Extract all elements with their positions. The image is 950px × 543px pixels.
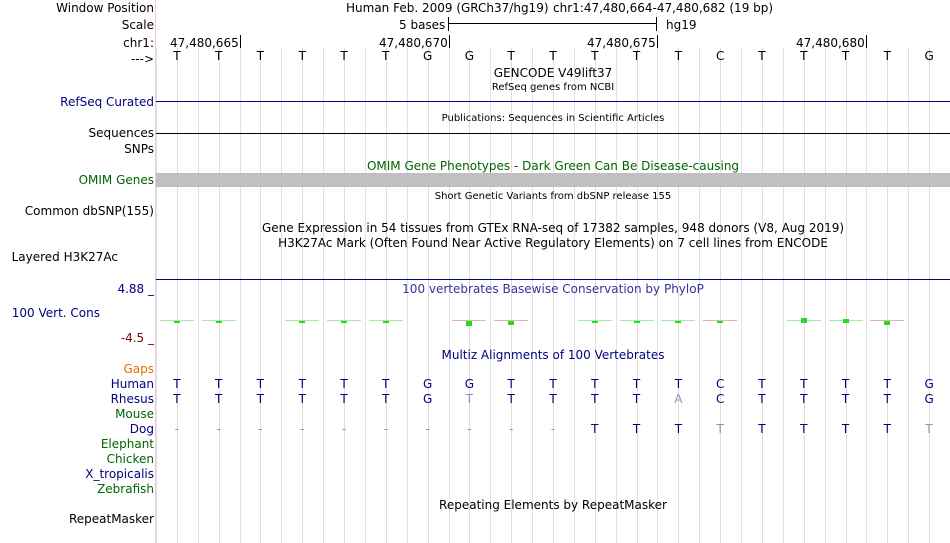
phylop-bar[interactable]: [383, 321, 389, 323]
aligned-base: T: [340, 377, 348, 391]
species-label-mouse[interactable]: Mouse: [115, 407, 154, 421]
aligned-base: T: [632, 422, 641, 436]
track-label-refseq[interactable]: RefSeq Curated: [60, 95, 154, 109]
publications-track-title: Publications: Sequences in Scientific Articles: [441, 113, 665, 124]
species-label-dog[interactable]: Dog: [129, 422, 154, 436]
strand-label: --->: [130, 52, 154, 66]
aligned-base: T: [925, 422, 933, 436]
aligned-base: -: [383, 422, 388, 436]
track-label-repeatmasker[interactable]: RepeatMasker: [68, 512, 154, 526]
aligned-base: T: [591, 422, 599, 436]
species-label-x_tropicalis[interactable]: X_tropicalis: [85, 467, 154, 481]
aligned-base: -: [216, 422, 221, 436]
reference-base: T: [507, 49, 515, 63]
phylop-min-label: -4.5 _: [120, 331, 154, 345]
reference-base: T: [340, 49, 348, 63]
aligned-base: T: [758, 422, 766, 436]
aligned-base: T: [841, 392, 850, 406]
aligned-base: -: [174, 422, 180, 436]
aligned-base: T: [215, 377, 223, 391]
aligned-base: -: [341, 422, 347, 436]
scale-text: 5 bases: [399, 18, 446, 32]
aligned-base: T: [507, 392, 515, 406]
sequences-line[interactable]: [156, 133, 950, 134]
ruler-coordinate: 47,480,665: [170, 36, 239, 50]
species-label-rhesus[interactable]: Rhesus: [110, 392, 154, 406]
aligned-base: T: [632, 392, 641, 406]
reference-base: T: [298, 49, 306, 63]
reference-base: T: [758, 49, 766, 63]
h3k27ac-track-title: H3K27Ac Mark (Often Found Near Active Regulatory Elements) on 7 cell lines from ENCODE: [278, 236, 828, 250]
reference-base: T: [549, 49, 557, 63]
aligned-base: -: [258, 422, 263, 436]
scale-label: Scale: [121, 18, 154, 32]
ruler-tick: [449, 35, 450, 48]
aligned-base: T: [465, 392, 474, 406]
aligned-base: T: [632, 377, 641, 391]
track-label-h3k27ac[interactable]: Layered H3K27Ac: [11, 250, 118, 264]
phylop-bar[interactable]: [801, 318, 807, 323]
aligned-base: C: [715, 377, 725, 391]
gtex-track-title: Gene Expression in 54 tissues from GTEx RNA-seq of 17382 samples, 948 donors (V8, Aug 2019): [261, 221, 845, 235]
aligned-base: T: [841, 377, 850, 391]
scale-bar-left-tick: [448, 17, 449, 31]
scale-db-text: hg19: [666, 18, 697, 32]
aligned-base: T: [340, 392, 348, 406]
refseq-track-title: RefSeq genes from NCBI: [491, 82, 615, 93]
aligned-base: T: [298, 392, 306, 406]
aligned-base: G: [422, 377, 433, 391]
reference-base: T: [173, 49, 181, 63]
aligned-base: A: [674, 392, 683, 406]
reference-base: G: [464, 49, 475, 63]
ruler-coordinate: 47,480,680: [796, 36, 865, 50]
aligned-base: T: [883, 377, 891, 391]
track-label-gaps[interactable]: Gaps: [123, 362, 154, 376]
phylop-bar[interactable]: [675, 321, 681, 323]
phylop-bar[interactable]: [717, 321, 723, 323]
track-label-snps[interactable]: SNPs: [124, 142, 154, 156]
aligned-base: T: [382, 392, 390, 406]
reference-base: T: [591, 49, 599, 63]
omim-track-title: OMIM Gene Phenotypes - Dark Green Can Be Disease-causing: [366, 159, 740, 173]
assembly-text: Human Feb. 2009 (GRCh37/hg19): [346, 1, 549, 15]
species-label-zebrafish[interactable]: Zebrafish: [97, 482, 154, 496]
species-label-chicken[interactable]: Chicken: [106, 452, 154, 466]
track-label-omim[interactable]: OMIM Genes: [78, 173, 154, 187]
aligned-base: T: [173, 377, 181, 391]
aligned-base: G: [924, 392, 934, 406]
reference-base: C: [715, 49, 725, 63]
phylop-bar[interactable]: [508, 321, 514, 325]
gencode-track-title: GENCODE V49lift37: [493, 66, 613, 80]
aligned-base: G: [464, 377, 475, 391]
aligned-base: T: [758, 377, 766, 391]
aligned-base: C: [715, 392, 725, 406]
aligned-base: T: [674, 422, 683, 436]
ruler-tick: [657, 35, 658, 48]
dbsnp-track-title: Short Genetic Variants from dbSNP release 155: [434, 191, 672, 202]
track-labels-column: [0, 0, 154, 543]
phylop-bar[interactable]: [843, 319, 849, 323]
aligned-base: -: [467, 422, 472, 436]
phylop-bar[interactable]: [174, 321, 180, 323]
reference-base: T: [256, 49, 265, 63]
aligned-base: T: [507, 377, 515, 391]
aligned-base: G: [924, 377, 934, 391]
aligned-base: T: [883, 392, 891, 406]
aligned-base: G: [422, 392, 433, 406]
ruler-coordinate: 47,480,670: [379, 36, 448, 50]
species-label-human[interactable]: Human: [110, 377, 154, 391]
multiz-track-title: Multiz Alignments of 100 Vertebrates: [441, 348, 665, 362]
ruler-tick: [240, 35, 241, 48]
phylop-bar[interactable]: [634, 321, 640, 323]
reference-base: T: [674, 49, 683, 63]
aligned-base: T: [298, 377, 306, 391]
aligned-base: T: [841, 422, 850, 436]
aligned-base: T: [256, 377, 265, 391]
reference-base: T: [841, 49, 850, 63]
aligned-base: T: [591, 392, 599, 406]
reference-base: T: [382, 49, 390, 63]
reference-base: G: [924, 49, 934, 63]
scale-bar: [448, 23, 656, 24]
aligned-base: T: [800, 392, 808, 406]
aligned-base: T: [256, 392, 265, 406]
species-label-elephant[interactable]: Elephant: [100, 437, 154, 451]
track-image[interactable]: [156, 0, 950, 543]
phylop-bar[interactable]: [299, 321, 305, 323]
track-label-dbsnp[interactable]: Common dbSNP(155): [24, 204, 154, 218]
aligned-base: T: [883, 422, 891, 436]
aligned-base: -: [509, 422, 514, 436]
aligned-base: -: [300, 422, 305, 436]
aligned-base: T: [800, 422, 808, 436]
reference-base: G: [422, 49, 433, 63]
aligned-base: T: [215, 392, 223, 406]
aligned-base: T: [716, 422, 724, 436]
track-label-phylop[interactable]: 100 Vert. Cons: [11, 306, 100, 320]
refseq-gene-line[interactable]: [156, 101, 950, 102]
aligned-base: -: [550, 422, 556, 436]
aligned-base: T: [382, 377, 390, 391]
phylop-bar[interactable]: [216, 321, 222, 323]
reference-base: T: [632, 49, 641, 63]
phylop-max-label: 4.88 _: [117, 282, 154, 296]
ruler-tick: [866, 35, 867, 48]
aligned-base: T: [549, 392, 557, 406]
phylop-bar[interactable]: [884, 321, 890, 325]
aligned-base: T: [758, 392, 766, 406]
aligned-base: -: [425, 422, 430, 436]
reference-base: T: [883, 49, 891, 63]
phylop-track-title: 100 vertebrates Basewise Conservation by PhyloP: [402, 282, 704, 296]
aligned-base: T: [800, 377, 808, 391]
phylop-bar[interactable]: [592, 321, 598, 323]
track-label-sequences[interactable]: Sequences: [88, 126, 154, 140]
omim-gene-bar[interactable]: [156, 173, 950, 187]
aligned-base: T: [549, 377, 557, 391]
ruler-coordinate: 47,480,675: [587, 36, 656, 50]
phylop-bar[interactable]: [466, 321, 472, 326]
h3k27ac-baseline: [156, 279, 950, 280]
window-position-label: Window Position: [56, 1, 154, 15]
aligned-base: T: [173, 392, 181, 406]
phylop-bar[interactable]: [341, 321, 347, 323]
reference-base: T: [215, 49, 223, 63]
aligned-base: T: [674, 377, 683, 391]
repeatmasker-track-title: Repeating Elements by RepeatMasker: [439, 498, 667, 512]
scale-bar-right-tick: [656, 17, 657, 31]
aligned-base: T: [591, 377, 599, 391]
chrom-label: chr1:: [123, 36, 154, 50]
position-text[interactable]: chr1:47,480,664-47,480,682 (19 bp): [553, 1, 774, 15]
reference-base: T: [800, 49, 808, 63]
